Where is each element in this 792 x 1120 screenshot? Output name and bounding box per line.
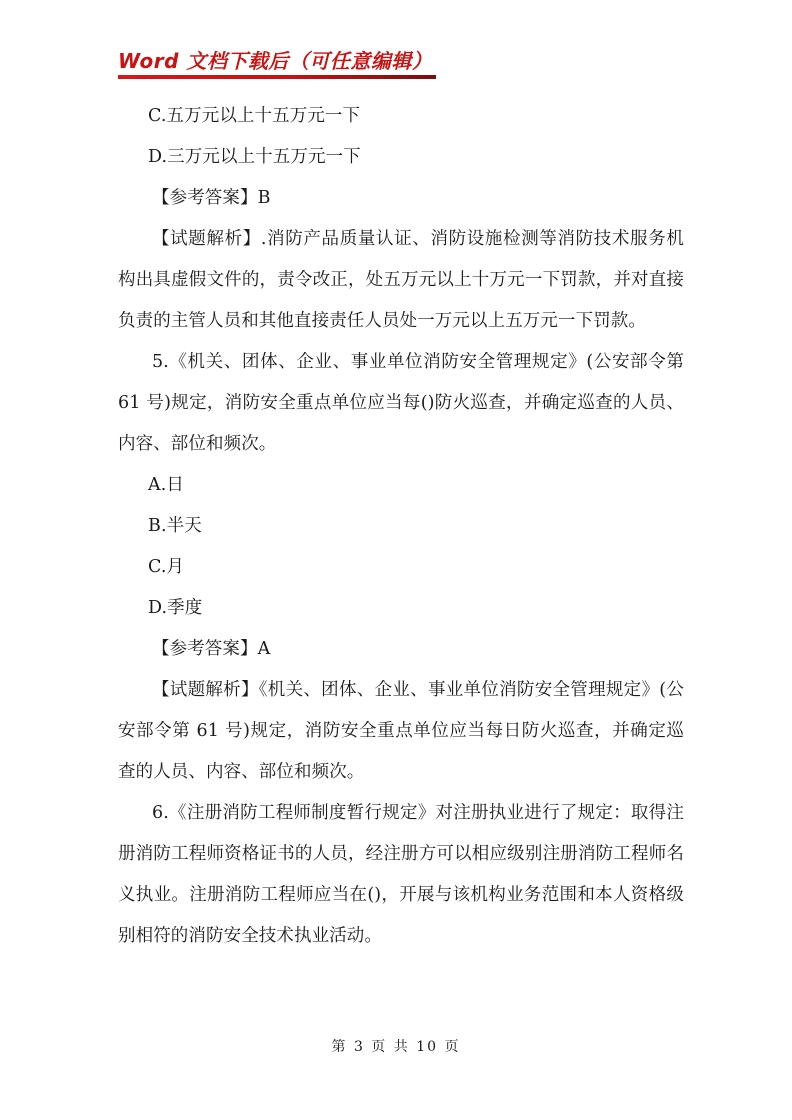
q6-question-stem: 6.《注册消防工程师制度暂行规定》对注册执业进行了规定：取得注册消防工程师资格证书的人员，经注册方可以相应级别注册消防工程师名义执业。注册消防工程师应当在()，开展与该机构业务范围和本人资格级别相符的消防安全技术执业活动。	[118, 803, 684, 946]
q4-explanation: 【试题解析】.消防产品质量认证、消防设施检测等消防技术服务机构出具虚假文件的，责令改正，处五万元以上十万元一下罚款，并对直接负责的主管人员和其他直接责任人员处一万元以上五万元一下罚款。	[118, 229, 684, 331]
q5-option-b: B.半天	[148, 516, 202, 536]
q4-option-d: D.三万元以上十五万元一下	[148, 147, 361, 167]
header-underline-rule	[118, 75, 436, 79]
q5-question-stem: 5.《机关、团体、企业、事业单位消防安全管理规定》(公安部令第 61 号)规定，消防安全重点单位应当每()防火巡查，并确定巡查的人员、内容、部位和频次。	[118, 352, 684, 454]
page-footer	[0, 1036, 792, 1056]
q5-option-c: C.月	[148, 557, 185, 577]
q5-option-d: D.季度	[148, 598, 203, 618]
document-body	[118, 96, 684, 957]
document-header-banner	[118, 48, 438, 79]
q5-reference-answer: 【参考答案】A	[152, 639, 271, 659]
download-notice-text: Word 文档下载后（可任意编辑）	[118, 49, 433, 73]
q5-option-a: A.日	[148, 475, 185, 495]
q5-explanation: 【试题解析】《机关、团体、企业、事业单位消防安全管理规定》(公安部令第 61 号)规定，消防安全重点单位应当每日防火巡查，并确定巡查的人员、内容、部位和频次。	[118, 680, 684, 782]
q4-option-c: C.五万元以上十五万元一下	[148, 106, 361, 126]
page-number-label: 第 3 页 共 10 页	[331, 1039, 461, 1055]
q4-reference-answer: 【参考答案】B	[152, 188, 271, 208]
